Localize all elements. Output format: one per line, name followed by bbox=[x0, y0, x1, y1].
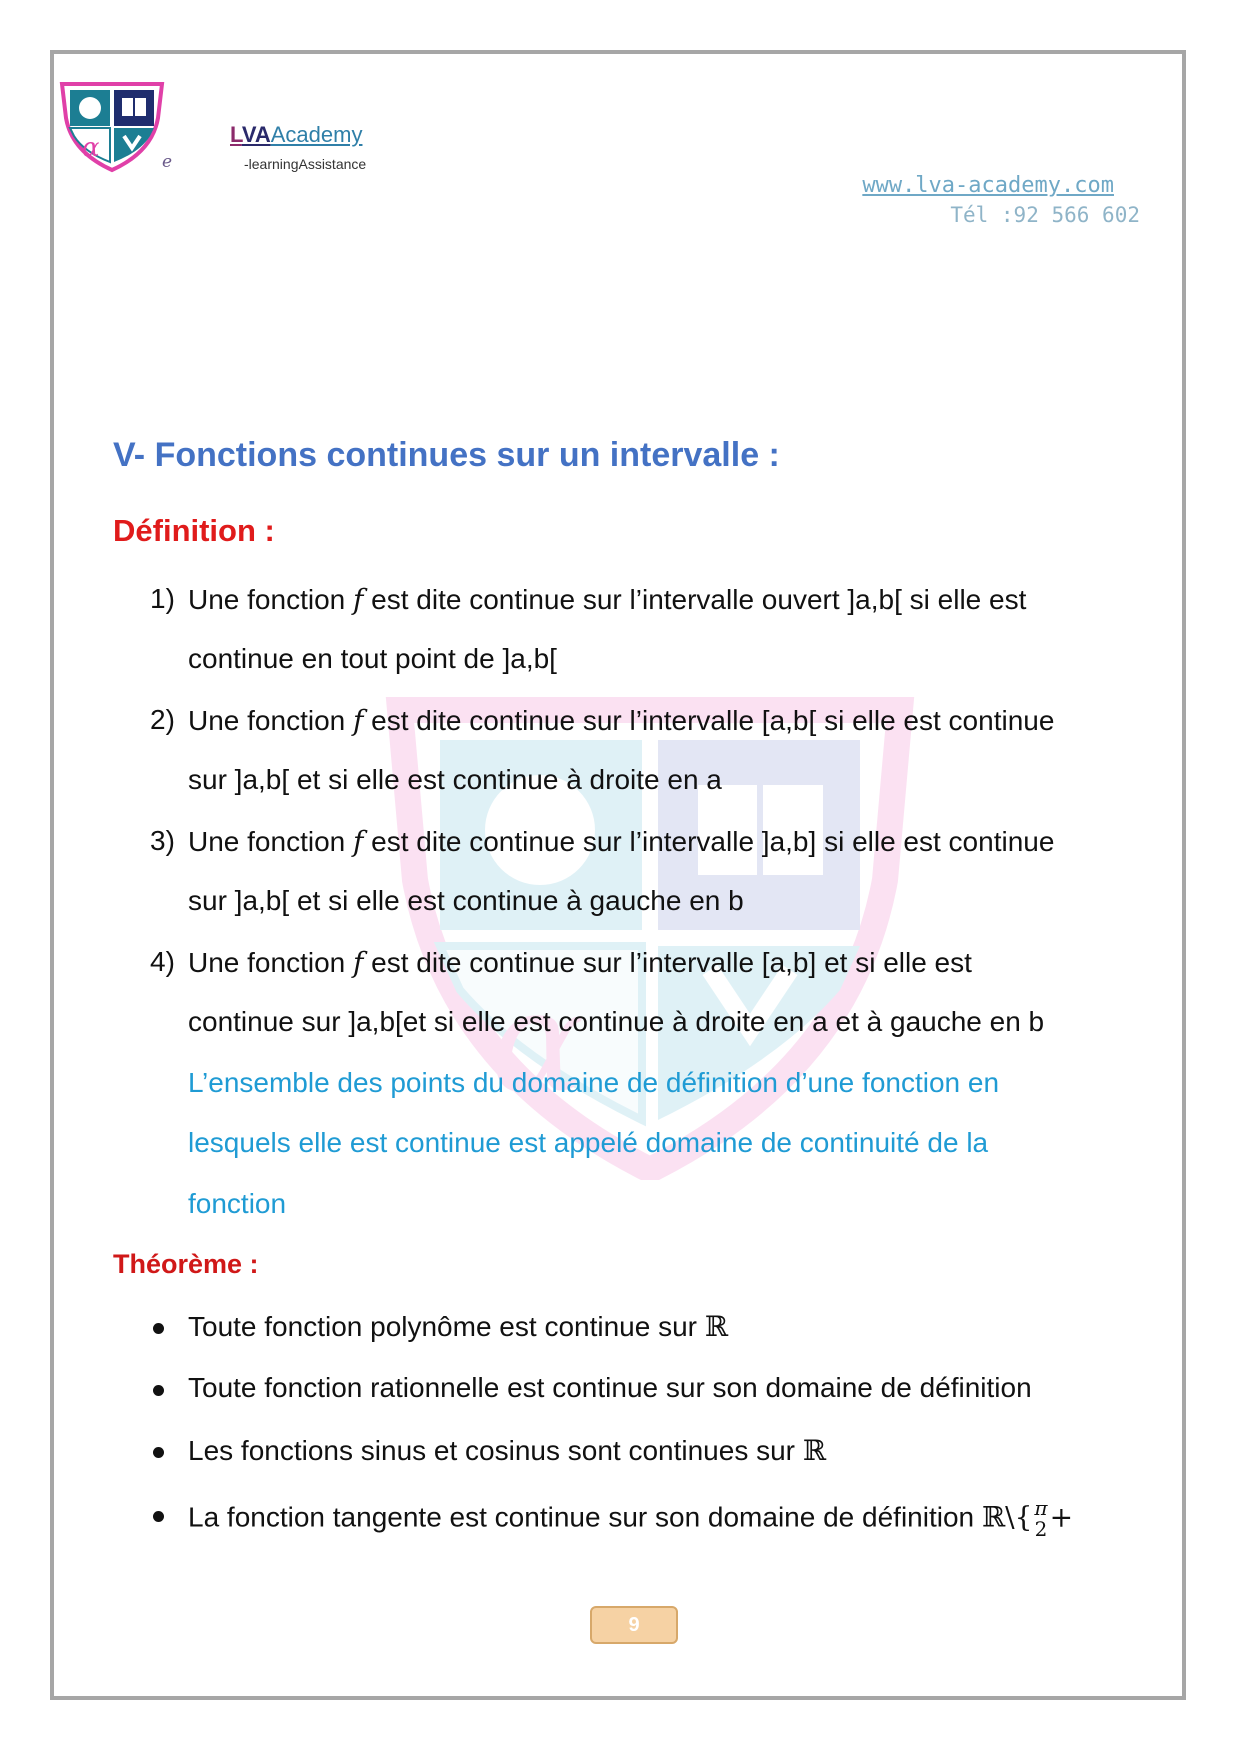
plus-sign: + bbox=[1049, 1500, 1074, 1534]
logo-e-mark: e bbox=[162, 152, 173, 172]
real-numbers-symbol: ℝ bbox=[704, 1310, 729, 1343]
theorem-bullet-polynomial bbox=[188, 1310, 728, 1343]
continuity-domain-note-line-3: fonction bbox=[188, 1188, 287, 1219]
function-variable: f bbox=[353, 704, 364, 737]
definition-item-4-line-2: continue sur ]a,b[et si elle est continue à droite en a et à gauche en b bbox=[188, 1006, 1045, 1037]
brand-name bbox=[230, 122, 362, 148]
brand-academy: Academy bbox=[270, 122, 363, 147]
theorem-bullet-rational: Toute fonction rationnelle est continue sur son domaine de définition bbox=[188, 1372, 1032, 1403]
item-prefix: Une fonction bbox=[188, 705, 353, 736]
definition-heading: Définition : bbox=[113, 513, 275, 548]
section-title: V- Fonctions continues sur un intervalle : bbox=[113, 436, 780, 474]
website-link[interactable]: www.lva-academy.com bbox=[862, 173, 1114, 198]
item-prefix: Une fonction bbox=[188, 947, 353, 978]
item-number: 3) bbox=[150, 825, 175, 856]
item-number: 1) bbox=[150, 583, 175, 614]
item-text: est dite continue sur l’intervalle [a,b] et si elle est bbox=[363, 947, 972, 978]
continuity-domain-note-line-1: L’ensemble des points du domaine de définition d’une fonction en bbox=[188, 1067, 1000, 1098]
function-variable: f bbox=[353, 825, 364, 858]
theorem-heading: Théorème : bbox=[113, 1249, 259, 1279]
definition-item-2-line-1 bbox=[188, 704, 1054, 737]
pi-over-two-fraction bbox=[1034, 1498, 1047, 1540]
domain-expression: ℝ\{ bbox=[981, 1500, 1033, 1534]
item-text: est dite continue sur l’intervalle ]a,b] si elle est continue bbox=[363, 826, 1055, 857]
theorem-bullet-sin-cos bbox=[188, 1434, 826, 1467]
page-number-badge: 9 bbox=[590, 1606, 678, 1644]
bullet-icon bbox=[153, 1323, 164, 1334]
definition-item-1-line-1 bbox=[188, 583, 1026, 616]
item-prefix: Une fonction bbox=[188, 584, 353, 615]
bullet-icon bbox=[153, 1447, 164, 1458]
phone-number: Tél :92 566 602 bbox=[950, 203, 1140, 227]
definition-item-1-line-2: continue en tout point de ]a,b[ bbox=[188, 643, 557, 674]
fraction-denominator: 2 bbox=[1034, 1517, 1048, 1541]
real-numbers-symbol: ℝ bbox=[802, 1434, 827, 1467]
definition-item-4-line-1 bbox=[188, 946, 972, 979]
bullet-text: Les fonctions sinus et cosinus sont continues sur bbox=[188, 1435, 803, 1466]
definition-item-3-line-1 bbox=[188, 825, 1054, 858]
svg-text:α: α bbox=[490, 961, 585, 1124]
item-number: 2) bbox=[150, 704, 175, 735]
definition-item-3-line-2: sur ]a,b[ et si elle est continue à gauche en b bbox=[188, 885, 744, 916]
item-text: est dite continue sur l’intervalle [a,b[ si elle est continue bbox=[363, 705, 1055, 736]
bullet-icon bbox=[153, 1385, 164, 1396]
item-text: est dite continue sur l’intervalle ouvert ]a,b[ si elle est bbox=[363, 584, 1027, 615]
theorem-bullet-tangent bbox=[188, 1498, 1073, 1540]
alpha-glyph: α bbox=[82, 133, 100, 163]
function-variable: f bbox=[353, 946, 364, 979]
bullet-icon bbox=[153, 1511, 164, 1522]
continuity-domain-note-line-2: lesquels elle est continue est appelé domaine de continuité de la bbox=[188, 1127, 989, 1158]
definition-item-2-line-2: sur ]a,b[ et si elle est continue à droite en a bbox=[188, 764, 722, 795]
bullet-text: La fonction tangente est continue sur son domaine de définition bbox=[188, 1501, 982, 1533]
brand-l: L bbox=[230, 122, 242, 147]
bullet-text: Toute fonction polynôme est continue sur bbox=[188, 1311, 705, 1342]
item-prefix: Une fonction bbox=[188, 826, 353, 857]
fraction-numerator: π bbox=[1034, 1496, 1048, 1520]
lva-shield-logo-icon bbox=[56, 78, 168, 174]
function-variable: f bbox=[353, 583, 364, 616]
brand-tagline: -learningAssistance bbox=[244, 156, 367, 172]
item-number: 4) bbox=[150, 946, 175, 977]
brand-va: VA bbox=[241, 122, 271, 147]
